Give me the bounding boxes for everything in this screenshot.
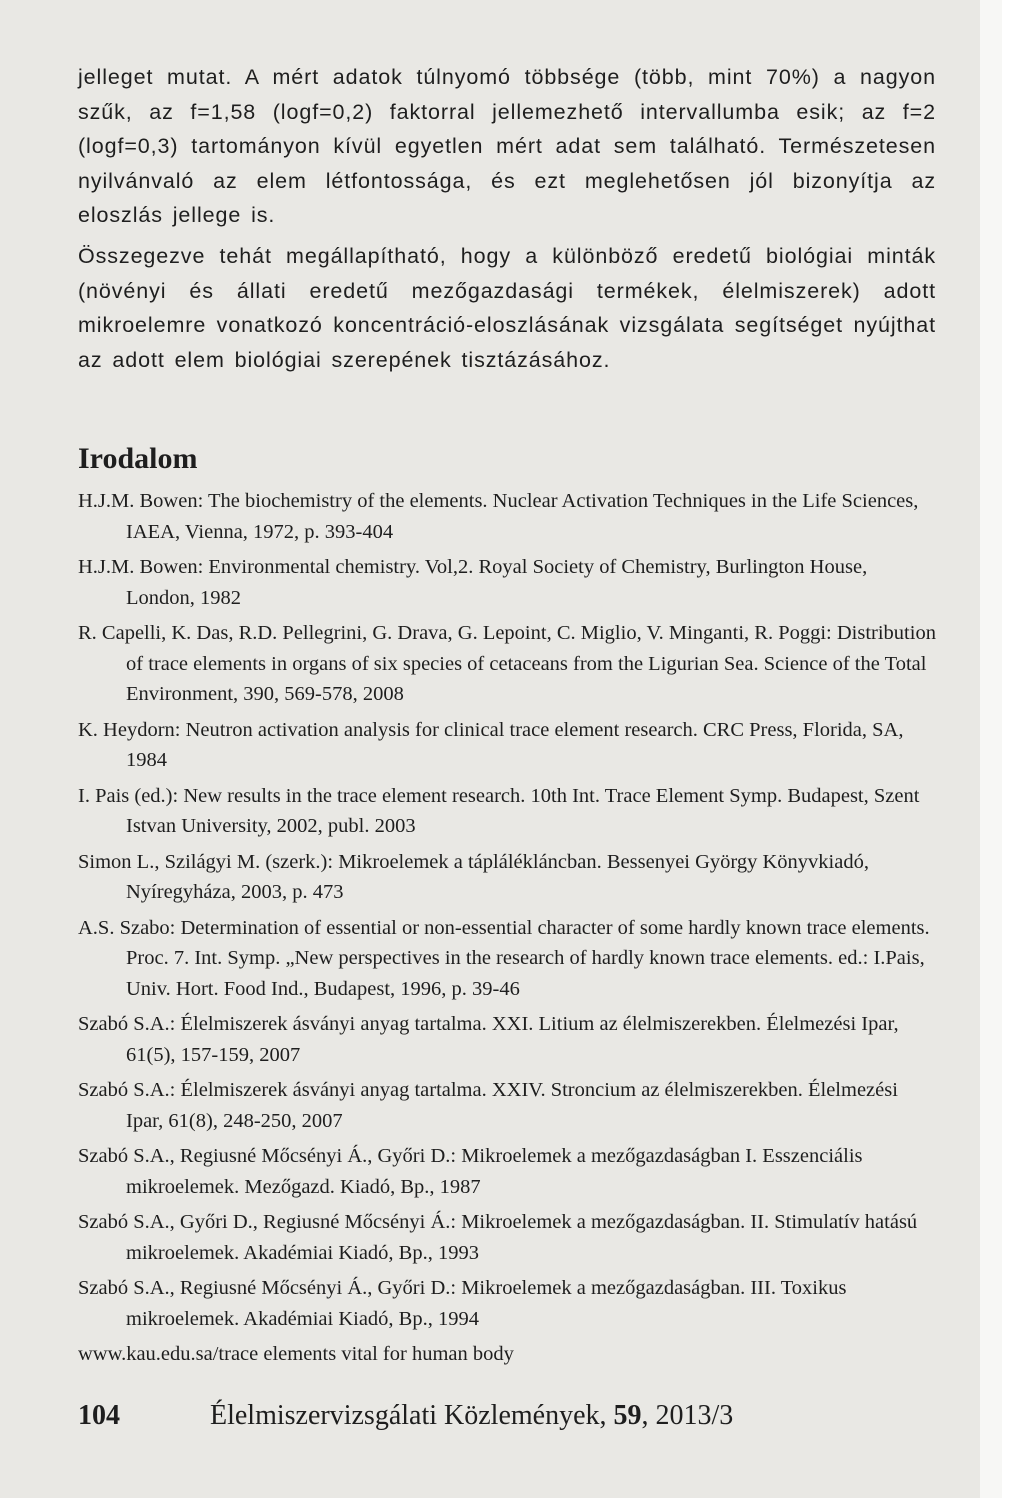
body-text-2: [78, 239, 936, 377]
reference-item: Szabó S.A., Regiusné Mőcsényi Á., Győri D.: Mikroelemek a mezőgazdaságban I. Esszenciális mikroelemek. Mezőgazd. Kiadó, Bp., 1987: [78, 1145, 863, 1198]
body-text: [78, 60, 936, 233]
reference-item: K. Heydorn: Neutron activation analysis for clinical trace element research. CRC Press, Florida, SA, 1984: [78, 718, 904, 771]
reference-item: Simon L., Szilágyi M. (szerk.): Mikroelemek a táplálékláncban. Bessenyei György Könyvkiadó, Nyíregyháza, 2003, p. 473: [78, 850, 869, 903]
journal-title: Élelmiszervizsgálati Közlemények,: [210, 1400, 614, 1431]
reference-item: Szabó S.A.: Élelmiszerek ásványi anyag tartalma. XXI. Litium az élelmiszerekben. Élelmezési Ipar, 61(5), 157-159, 2007: [78, 1013, 899, 1066]
reference-item: H.J.M. Bowen: Environmental chemistry. Vol,2. Royal Society of Chemistry, Burlington House, London, 1982: [78, 556, 868, 609]
paragraph-1: jelleget mutat. A mért adatok túlnyomó többsége (több, mint 70%) a nagyon szűk, az f=1,58 (logf=0,2) faktorral jellemezhető intervallumba esik; az f=2 (logf=0,3) tartományon kívül egyetlen mért adat sem található. Természetesen nyilvánvaló az elem létfontossága, és ezt meglehetősen jól bizonyítja az eloszlás jellege is.: [78, 65, 936, 227]
reference-item: A.S. Szabo: Determination of essential or non-essential character of some hardly known trace elements. Proc. 7. Int. Symp. „New perspectives in the research of hardly known trace elements. ed.: I.Pais, Univ. Hort. Food Ind., Budapest, 1996, p. 39-46: [78, 916, 930, 1000]
reference-item: H.J.M. Bowen: The biochemistry of the elements. Nuclear Activation Techniques in the Life Sciences, IAEA, Vienna, 1972, p. 393-404: [78, 490, 919, 543]
page-footer: [78, 1400, 938, 1432]
references-heading: Irodalom: [78, 442, 198, 475]
reference-item: R. Capelli, K. Das, R.D. Pellegrini, G. Drava, G. Lepoint, C. Miglio, V. Minganti, R. Poggi: Distribution of trace elements in organs of six species of cetaceans from the Ligurian Sea. Science of the Total Environment, 390, 569-578, 2008: [78, 622, 936, 705]
reference-list: [78, 486, 938, 1375]
journal-volume: 59: [613, 1400, 642, 1431]
reference-item: I. Pais (ed.): New results in the trace element research. 10th Int. Trace Element Symp. Budapest, Szent Istvan University, 2002, publ. 2003: [78, 784, 920, 837]
journal-issue: , 2013/3: [641, 1400, 734, 1431]
reference-item: Szabó S.A., Győri D., Regiusné Mőcsényi Á.: Mikroelemek a mezőgazdaságban. II. Stimulatív hatású mikroelemek. Akadémiai Kiadó, Bp., 1993: [78, 1211, 918, 1264]
reference-item: Szabó S.A.: Élelmiszerek ásványi anyag tartalma. XXIV. Stroncium az élelmiszerekben. Élelmezési Ipar, 61(8), 248-250, 2007: [78, 1079, 898, 1132]
reference-item: Szabó S.A., Regiusné Mőcsényi Á., Győri D.: Mikroelemek a mezőgazdaságban. III. Toxikus mikroelemek. Akadémiai Kiadó, Bp., 1994: [78, 1277, 847, 1330]
page-number: 104: [78, 1400, 120, 1431]
paragraph-2: Összegezve tehát megállapítható, hogy a különböző eredetű biológiai minták (növényi és állati eredetű mezőgazdasági termékek, élelmiszerek) adott mikroelemre vonatkozó koncentráció-eloszlásának vizsgálata segítséget nyújthat az adott elem biológiai szerepének tisztázásához.: [78, 244, 936, 372]
reference-url: www.kau.edu.sa/trace elements vital for human body: [78, 1343, 514, 1365]
page-edge: [980, 0, 1002, 1498]
